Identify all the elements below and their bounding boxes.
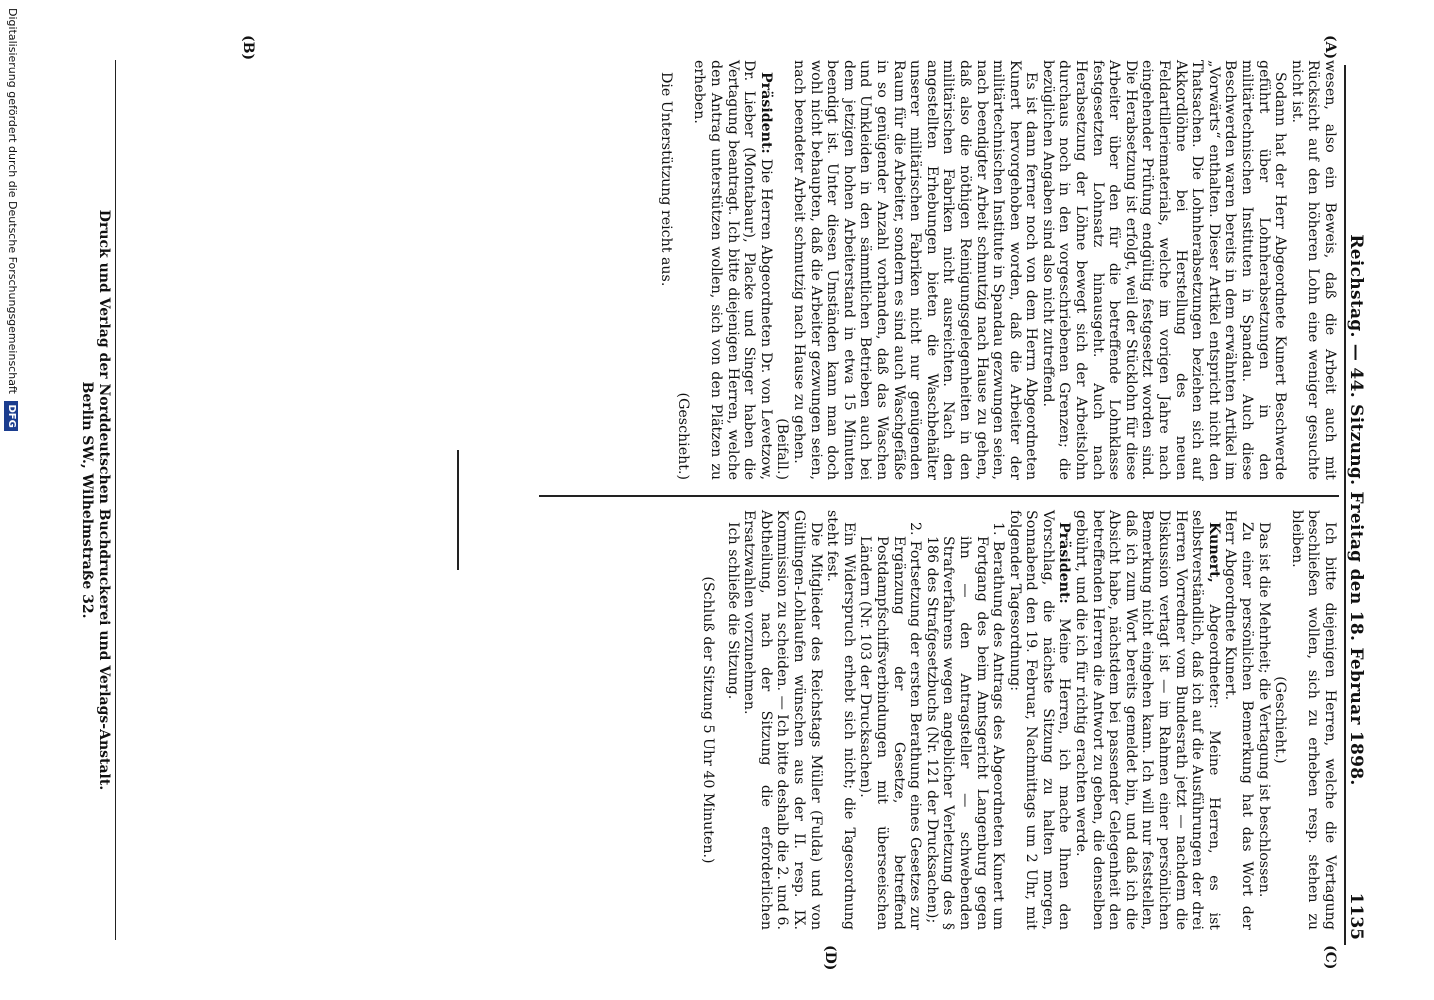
- right-paragraph-president: [1006, 510, 1072, 930]
- right-paragraph-8: Ich schließe die Sitzung.: [724, 522, 741, 700]
- imprint-line-1: Druck und Verlag der Norddeutschen Buchdruckerei und Verlags-Anstalt.: [96, 209, 112, 791]
- speaker-label-president-2: Präsident:: [1056, 522, 1073, 604]
- speaker-label-president: Präsident:: [757, 72, 774, 154]
- header-rule: [1344, 65, 1346, 945]
- right-remark-happens: (Geschieht.): [1272, 676, 1289, 764]
- header-title: Reichstag. — 44. Sitzung. Freitag den 18. Februar 1898.: [1346, 234, 1366, 786]
- right-paragraph-6: Ein Widerspruch erhebt sich nicht; die Tagesordnung steht fest.: [824, 510, 857, 930]
- digitization-text: Digitalisierung gefördert durch die Deutsche Forschungsgemeinschaft: [6, 8, 19, 394]
- right-paragraph-1: Ich bitte diejenigen Herren, welche die Vertagung beschließen wollen, sich zu erheben resp. stehen zu bleiben.: [1288, 510, 1338, 930]
- digitization-note: [3, 8, 21, 998]
- agenda-item-2: 2. Fortsetzung der ersten Berathung eines Gesetzes zur Ergänzung der Gesetze, betreffend Postdampfschiffsverbindungen mit überseeischen Ländern (Nr. 103 der Drucksachen).: [857, 522, 924, 930]
- session-end-note: (Schluß der Sitzung 5 Uhr 40 Minuten.): [700, 576, 717, 864]
- left-column: [658, 60, 1338, 480]
- margin-mark-d: (D): [822, 945, 838, 971]
- right-paragraph-kunert: [1073, 510, 1222, 930]
- right-paragraph-7: Die Mitglieder des Reichstags Müller (Fulda) und von Gültlingen-Lohlaufen wünschen aus der II. resp. IX. Kommission zu scheiden. — Ich bitte deshalb die 2. und 6. Abtheilung, nach der Sitzung die erforderlichen Ersatzwahlen vorzunehmen.: [741, 510, 824, 930]
- right-column: [699, 510, 1338, 930]
- margin-mark-a: (A): [1322, 35, 1338, 60]
- left-paragraph-4-text: Die Herren Abgeordneten Dr. von Levetzow, Dr. Lieber (Montabaur), Placke und Singer haben die Vertagung beantragt. Ich bitte diejenigen Herren, welche den Antrag unterstützen wollen, sich von den Plätzen zu erheben.: [691, 60, 774, 480]
- speaker-label-kunert: Kunert,: [1205, 522, 1222, 583]
- page-header: [1336, 90, 1366, 940]
- margin-mark-b: (B): [240, 35, 256, 61]
- dfg-badge: DFG: [4, 401, 18, 430]
- imprint-rule: [115, 60, 116, 940]
- agenda-item-1: 1. Berathung des Antrags des Abgeordneten Kunert um Fortgang des beim Amtsgericht Langenburg gegen ihn — den Antragsteller — schwebenden Strafverfahrens wegen angeblicher Verletzung des § 186 des Strafgesetzbuchs (Nr. 121 der Drucksachen);: [923, 522, 1007, 930]
- page-number: 1135: [1346, 892, 1366, 940]
- right-paragraph-5-text: Meine Herren, ich mache Ihnen den Vorschlag, die nächste Sitzung zu halten morgen, Sonnabend den 19. Februar, Nachmittags um 2 Uhr, mit folgender Tagesordnung:: [1006, 510, 1073, 930]
- left-remark-applause: (Beifall.): [774, 418, 791, 480]
- left-paragraph-3: Es ist dann ferner noch von dem Herrn Abgeordneten Kunert hervorgehoben worden, daß die Arbeiter der militärtechnischen Institute in Spandau gezwungen seien, nach beendigter Arbeit schmutzig nach Hause zu gehen, daß also die nöthigen Reinigungsgelegenheiten in den militärischen Fabriken nicht ausreichten. Nach den angestellten Erhebungen bieten die Waschbehälter unserer militärischen Fabriken nicht nur genügenden Raum für die Arbeiter, sondern es sind auch Waschgefäße in so genügender Anzahl vorhanden, daß das Waschen und Umkleiden in den sämmtlichen Betrieben auch bei dem jetzigen hohen Arbeiterstand in etwa 15 Minuten beendigt ist. Unter diesen Umständen kann man doch wohl nicht behaupten, daß die Arbeiter gezwungen seien, nach beendeter Arbeit schmutzig nach Hause zu gehen.: [791, 60, 1040, 480]
- column-divider: [539, 495, 1339, 497]
- end-rule: [458, 450, 460, 570]
- left-remark-happens: (Geschieht.): [674, 392, 691, 480]
- imprint-line-2: Berlin SW., Wilhelmstraße 32.: [79, 381, 95, 619]
- left-paragraph-1: wesen, also ein Beweis, daß die Arbeit auch mit Rücksicht auf den höheren Lohn eine weniger gesuchte nicht ist.: [1288, 60, 1338, 480]
- imprint: [78, 60, 112, 940]
- right-paragraph-4-text: Abgeordneter: Meine Herren, es ist selbstverständlich, daß ich auf die Ausführungen der drei Herren Vorredner vom Bundesrath jetzt — nachdem die Diskussion vertagt ist — im Rahmen einer persönlichen Bemerkung nicht eingehen kann. Ich will nur feststellen, daß ich zum Wort bereits gemeldet bin, und daß ich die Absicht habe, nächstdem bei passender Gelegenheit den betreffenden Herren die Antwort zu geben, die denselben gebührt, und die ich für richtig erachten werde.: [1073, 510, 1222, 931]
- left-paragraph-5: Die Unterstützung reicht aus.: [658, 72, 675, 287]
- right-paragraph-3: Zu einer persönlichen Bemerkung hat das Wort der Herr Abgeordnete Kunert.: [1222, 510, 1256, 930]
- right-paragraph-2: Das ist die Mehrheit; die Vertagung ist beschlossen.: [1255, 522, 1272, 898]
- left-paragraph-2: Sodann hat der Herr Abgeordnete Kunert Beschwerde geführt über Lohnherabsetzungen in den militärtechnischen Instituten in Spandau. Auch diese Beschwerden waren bereits in dem erwähnten Artikel im „Vorwärts“ enthalten. Dieser Artikel entspricht nicht den Thatsachen. Die Lohnherabsetzungen beziehen sich auf Akkordlöhne bei Herstellung des neuen Feldartilleriematerials, welche im vorigen Jahre nach eingehender Prüfung endgültig festgesetzt worden sind. Die Herabsetzung ist erfolgt, weil der Stücklohn für diese Arbeiter über den für die betreffende Lohnklasse festgesetzten Lohnsatz hinausgeht. Auch nach Herabsetzung der Löhne bewegt sich der Arbeitslohn durchaus noch in den vorgeschriebenen Grenzen; die bezüglichen Angaben sind also nicht zutreffend.: [1039, 60, 1289, 480]
- left-paragraph-president: [691, 60, 774, 480]
- margin-mark-c: (C): [1322, 945, 1338, 970]
